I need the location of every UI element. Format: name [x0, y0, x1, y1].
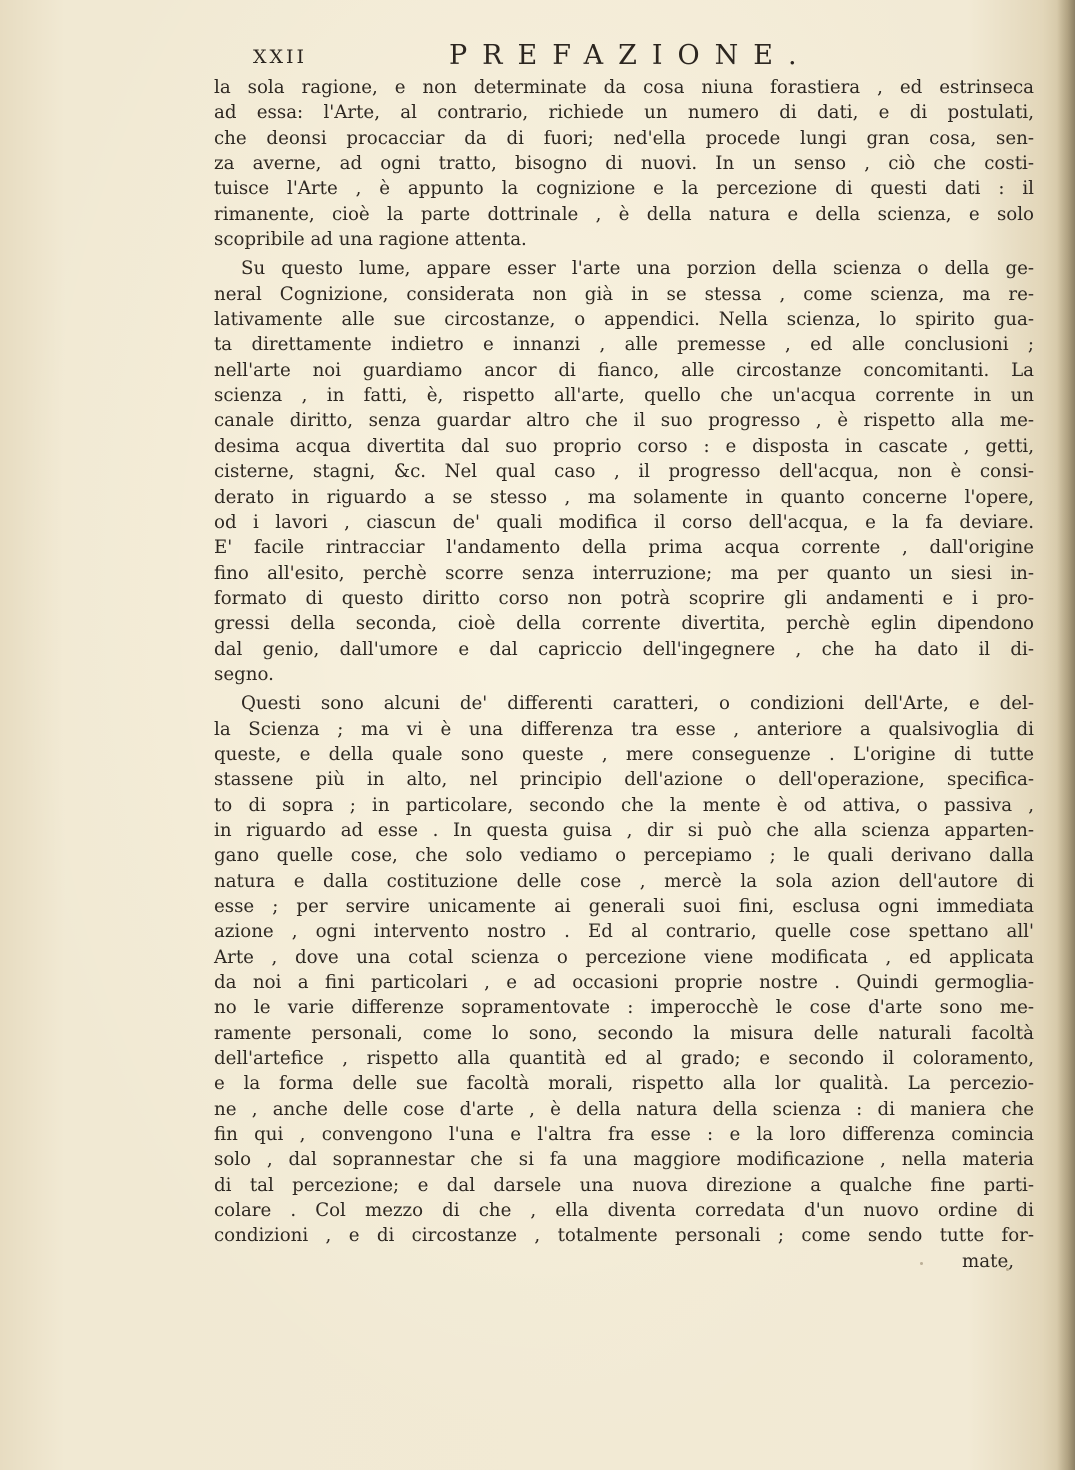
text-line: ramente personali, come lo sono, secondo la misura delle naturali facoltà [214, 1022, 1034, 1044]
text-line: azione , ogni intervento nostro . Ed al contrario, quelle cose spettano all' [214, 921, 1034, 943]
text-line: formato di questo diritto corso non potrà scoprire gli andamenti e i pro- [214, 587, 1034, 609]
text-line: to di sopra ; in particolare, secondo che la mente è od attiva, o passiva , [214, 794, 1034, 816]
text-line: scopribile ad una ragione attenta. [214, 229, 527, 251]
text-line: in riguardo ad esse . In questa guisa , dir si può che alla scienza apparten- [214, 819, 1034, 841]
text-line: stassene più in alto, nel principio dell'azione o dell'operazione, specifica- [214, 769, 1034, 791]
text-line: nell'arte noi guardiamo ancor di fianco, alle circostanze concomitanti. La [214, 359, 1034, 381]
text-line: fino all'esito, perchè scorre senza interruzione; ma per quanto un siesi in- [214, 562, 1034, 584]
text-line: queste, e della quale sono queste , mere conseguenze . L'origine di tutte [214, 743, 1034, 765]
text-line: neral Cognizione, considerata non già in se stessa , come scienza, ma re- [214, 283, 1034, 305]
text-line: di tal percezione; e dal darsele una nuova direzione a qualche fine parti- [214, 1174, 1034, 1196]
text-line: od i lavori , ciascun de' quali modifica il corso dell'acqua, e la fa deviare. [214, 511, 1034, 533]
text-line: solo , dal soprannestar che si fa una maggiore modificazione , nella materia [214, 1149, 1034, 1171]
text-line: da noi a fini particolari , e ad occasioni proprie nostre . Quindi germoglia- [214, 972, 1034, 994]
text-line: za averne, ad ogni tratto, bisogno di nuovi. In un senso , ciò che costi- [214, 153, 1034, 175]
text-line: la sola ragione, e non determinate da cosa niuna forastiera , ed estrinseca [214, 77, 1034, 98]
text-line: lativamente alle sue circostanze, o appendici. Nella scienza, lo spirito gua- [214, 309, 1034, 331]
text-line: canale diritto, senza guardar altro che il suo progresso , è rispetto alla me- [214, 410, 1034, 432]
ink-speck [920, 1262, 923, 1265]
text-line: desima acqua divertita dal suo proprio corso : e disposta in cascate , getti, [214, 435, 1034, 457]
text-line: rimanente, cioè la parte dottrinale , è della natura e della scienza, e solo [214, 203, 1034, 225]
text-line: gressi della seconda, cioè della corrente divertita, perchè eglin dipendono [214, 613, 1034, 635]
page-header [253, 40, 1033, 80]
text-line: segno. [214, 663, 274, 685]
text-line: colare . Col mezzo di che , ella diventa corredata d'un nuovo ordine di [214, 1200, 1034, 1222]
text-line: ne , anche delle cose d'arte , è della natura della scienza : di maniera che [214, 1098, 1034, 1120]
text-line: mate, [962, 1250, 1014, 1272]
text-line: esse ; per servire unicamente ai generali suoi fini, esclusa ogni immediata [214, 896, 1034, 917]
text-line: Su questo lume, appare esser l'arte una porzion della scienza o della ge- [241, 258, 1034, 280]
text-line: dell'artefice , rispetto alla quantità ed al grado; e secondo il coloramento, [214, 1048, 1034, 1070]
page-number: XXII [253, 46, 308, 68]
text-line: natura e dalla costituzione delle cose , mercè la sola azion dell'autore di [214, 870, 1034, 892]
page-gutter-shadow [1057, 0, 1075, 1470]
text-line: scienza , in fatti, è, rispetto all'arte, quello che un'acqua corrente in un [214, 385, 1034, 407]
text-line: ad essa: l'Arte, al contrario, richiede un numero di dati, e di postulati, [214, 102, 1034, 124]
text-line: e la forma delle sue facoltà morali, rispetto alla lor qualità. La percezio- [214, 1073, 1034, 1095]
text-line: Questi sono alcuni de' differenti caratteri, o condizioni dell'Arte, e del- [241, 693, 1034, 715]
text-line: no le varie differenze sopramentovate : imperocchè le cose d'arte sono me- [214, 997, 1034, 1019]
body-text [214, 75, 1034, 1274]
text-line: la Scienza ; ma vi è una differenza tra esse , anteriore a qualsivoglia di [214, 718, 1034, 740]
text-line: condizioni , e di circostanze , totalmente personali ; come sendo tutte for- [214, 1225, 1034, 1247]
text-line: che deonsi procacciar da di fuori; ned'ella procede lungi gran cosa, sen- [214, 127, 1034, 149]
text-line: ta direttamente indietro e innanzi , alle premesse , ed alle conclusioni ; [214, 334, 1034, 356]
text-line: dal genio, dall'umore e dal capriccio dell'ingegnere , che ha dato il di- [214, 638, 1034, 660]
text-line: tuisce l'Arte , è appunto la cognizione e la percezione di questi dati : il [214, 178, 1034, 200]
text-line: E' facile rintracciar l'andamento della prima acqua corrente , dall'origine [214, 537, 1034, 559]
text-line: Arte , dove una cotal scienza o percezione viene modificata , ed applicata [214, 946, 1034, 968]
running-title: PREFAZIONE. [449, 40, 812, 71]
text-line: derato in riguardo a se stesso , ma solamente in quanto concerne l'opere, [214, 486, 1034, 508]
text-line: gano quelle cose, che solo vediamo o percepiamo ; le quali derivano dalla [214, 845, 1034, 867]
text-line: cisterne, stagni, &c. Nel qual caso , il progresso dell'acqua, non è consi- [214, 461, 1034, 483]
ink-speck [1006, 1268, 1009, 1271]
text-line: fin qui , convengono l'una e l'altra fra esse : e la loro differenza comincia [214, 1124, 1034, 1146]
